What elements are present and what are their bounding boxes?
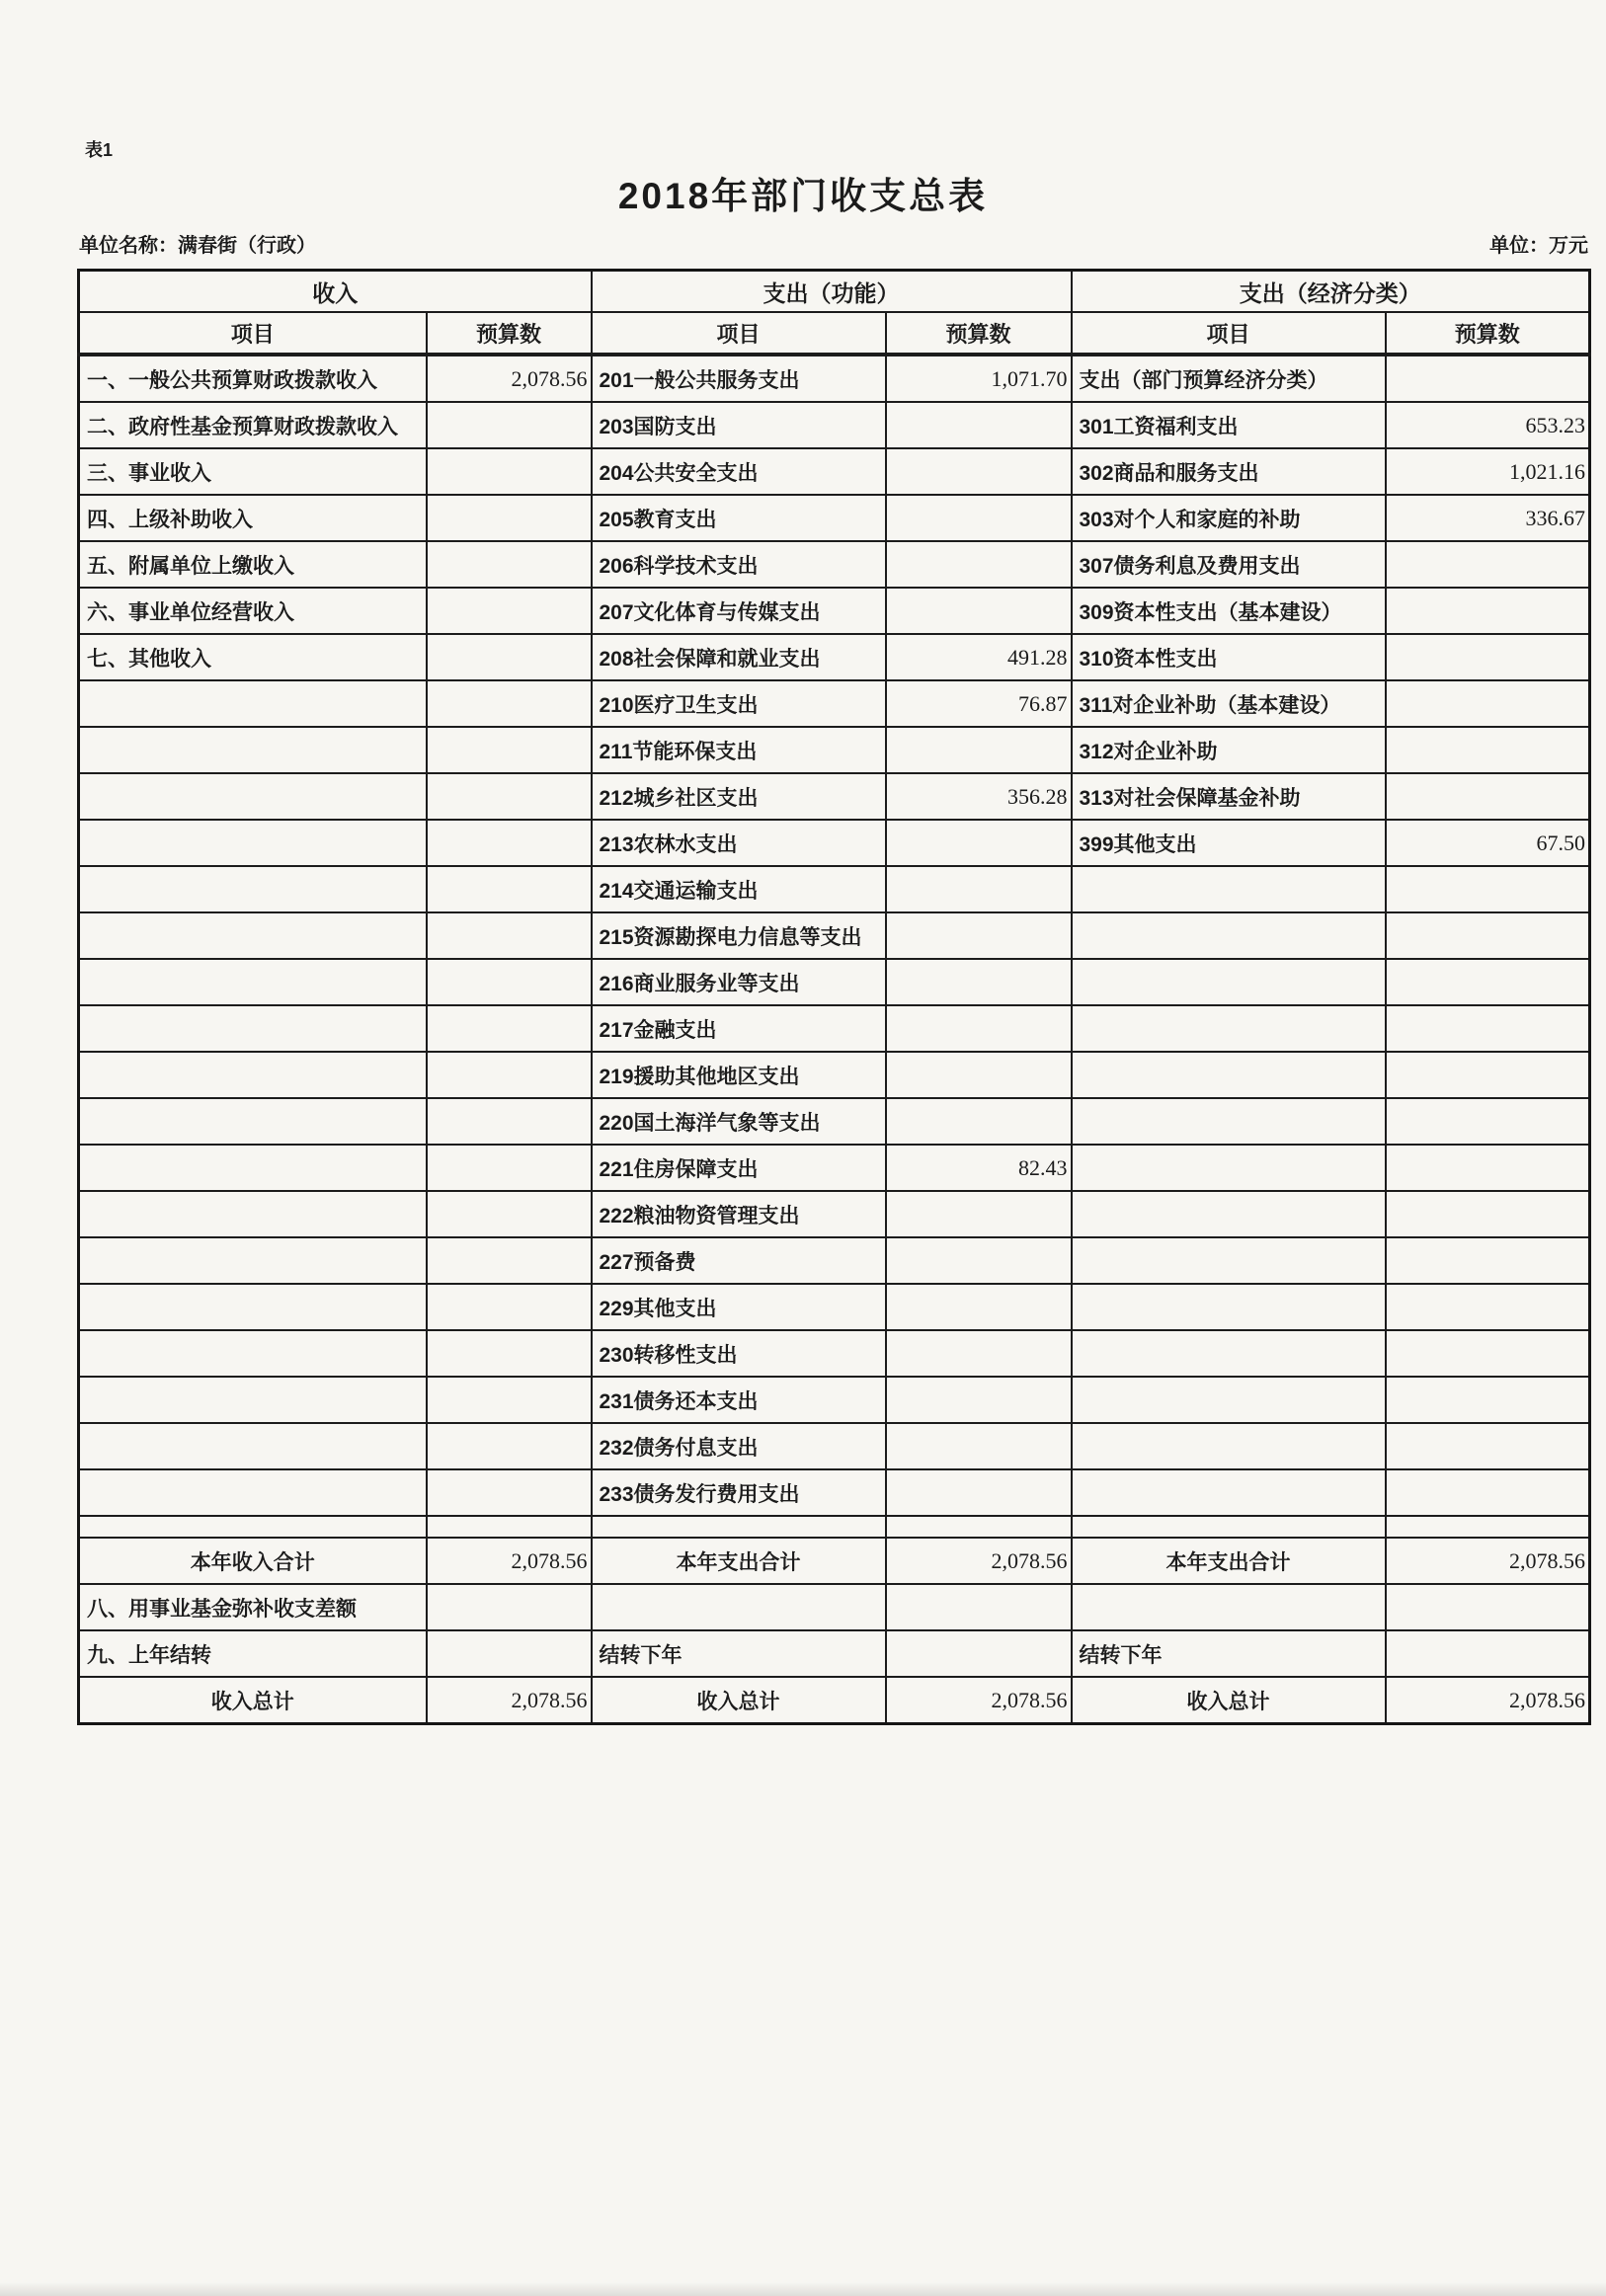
value-cell [427,1191,592,1237]
value-cell [1386,1191,1590,1237]
item-cell: 结转下年 [592,1630,886,1677]
table-row [79,402,1590,448]
item-cell: 311对企业补助（基本建设） [1072,680,1386,727]
item-cell [79,1098,427,1145]
item-cell [79,773,427,820]
value-cell: 2,078.56 [1386,1677,1590,1724]
value-cell [427,448,592,495]
value-cell [1386,1237,1590,1284]
value-cell [1386,959,1590,1005]
meta-row [79,229,1588,258]
value-cell [886,1516,1072,1538]
table-row [79,588,1590,634]
value-cell [886,727,1072,773]
item-cell: 收入总计 [79,1677,427,1724]
item-cell: 211节能环保支出 [592,727,886,773]
item-cell [1072,1516,1386,1538]
item-cell [1072,1005,1386,1052]
section-title-revenue: 收入 [79,271,592,313]
item-cell [1072,1052,1386,1098]
table-body [79,355,1590,1724]
item-cell [79,866,427,912]
item-cell: 203国防支出 [592,402,886,448]
item-cell: 230转移性支出 [592,1330,886,1377]
item-cell [1072,1145,1386,1191]
value-cell [427,1284,592,1330]
table-row [79,1098,1590,1145]
item-cell: 212城乡社区支出 [592,773,886,820]
item-cell: 八、用事业基金弥补收支差额 [79,1584,427,1630]
item-cell [1072,1423,1386,1469]
item-cell: 217金融支出 [592,1005,886,1052]
table-row [79,773,1590,820]
value-cell [886,448,1072,495]
item-cell: 213农林水支出 [592,820,886,866]
value-cell [427,1584,592,1630]
value-cell [886,495,1072,541]
item-cell: 227预备费 [592,1237,886,1284]
value-cell [427,912,592,959]
unit-name-label: 单位名称：满春街（行政） [79,235,316,257]
item-cell: 二、政府性基金预算财政拨款收入 [79,402,427,448]
col-header-item-2: 项目 [592,312,886,355]
item-cell [79,1145,427,1191]
value-cell: 2,078.56 [886,1538,1072,1584]
column-header-row [79,312,1590,355]
item-cell: 302商品和服务支出 [1072,448,1386,495]
value-cell [1386,1377,1590,1423]
table-row [79,495,1590,541]
value-cell [427,1630,592,1677]
value-cell: 2,078.56 [1386,1538,1590,1584]
value-cell [427,1423,592,1469]
item-cell [79,820,427,866]
item-cell: 结转下年 [1072,1630,1386,1677]
value-cell [886,1630,1072,1677]
table-row [79,448,1590,495]
item-cell [1072,912,1386,959]
item-cell: 206科学技术支出 [592,541,886,588]
value-cell [1386,912,1590,959]
item-cell: 三、事业收入 [79,448,427,495]
value-cell [886,866,1072,912]
value-cell [1386,1052,1590,1098]
item-cell: 本年支出合计 [1072,1538,1386,1584]
value-cell: 336.67 [1386,495,1590,541]
value-cell [1386,1584,1590,1630]
item-cell: 收入总计 [1072,1677,1386,1724]
value-cell [1386,727,1590,773]
value-cell [427,541,592,588]
value-cell [1386,1330,1590,1377]
value-cell [427,1145,592,1191]
item-cell [1072,1284,1386,1330]
value-cell: 1,021.16 [1386,448,1590,495]
item-cell: 208社会保障和就业支出 [592,634,886,680]
item-cell: 九、上年结转 [79,1630,427,1677]
value-cell [886,1237,1072,1284]
item-cell: 231债务还本支出 [592,1377,886,1423]
item-cell: 七、其他收入 [79,634,427,680]
value-cell [427,866,592,912]
value-cell [427,959,592,1005]
item-cell: 307债务利息及费用支出 [1072,541,1386,588]
value-cell [427,1005,592,1052]
value-cell [427,680,592,727]
item-cell [79,959,427,1005]
table-row [79,1052,1590,1098]
item-cell: 六、事业单位经营收入 [79,588,427,634]
value-cell [427,1237,592,1284]
value-cell [886,1284,1072,1330]
value-cell [886,1191,1072,1237]
value-cell: 1,071.70 [886,355,1072,402]
value-cell: 67.50 [1386,820,1590,866]
item-cell: 216商业服务业等支出 [592,959,886,1005]
value-cell [427,634,592,680]
table-row [79,1630,1590,1677]
item-cell: 收入总计 [592,1677,886,1724]
value-cell [1386,1284,1590,1330]
col-header-budget-2: 预算数 [886,312,1072,355]
value-cell [886,1098,1072,1145]
value-cell [886,402,1072,448]
item-cell: 五、附属单位上缴收入 [79,541,427,588]
value-cell [1386,680,1590,727]
spacer-row [79,1516,1590,1538]
table-row [79,727,1590,773]
item-cell [79,727,427,773]
item-cell [1072,1098,1386,1145]
table-row [79,1237,1590,1284]
budget-table [77,269,1591,1725]
item-cell: 本年收入合计 [79,1538,427,1584]
item-cell: 207文化体育与传媒支出 [592,588,886,634]
col-header-item-1: 项目 [79,312,427,355]
item-cell [592,1584,886,1630]
item-cell: 210医疗卫生支出 [592,680,886,727]
section-title-expenditure-economic: 支出（经济分类） [1072,271,1590,313]
table-header [79,271,1590,356]
table-row [79,959,1590,1005]
item-cell: 303对个人和家庭的补助 [1072,495,1386,541]
value-cell [886,1330,1072,1377]
table-row [79,355,1590,402]
value-cell [1386,634,1590,680]
item-cell: 205教育支出 [592,495,886,541]
table-row [79,1330,1590,1377]
item-cell: 204公共安全支出 [592,448,886,495]
value-cell [427,1330,592,1377]
item-cell [79,680,427,727]
value-cell [1386,541,1590,588]
item-cell [592,1516,886,1538]
value-cell: 491.28 [886,634,1072,680]
item-cell [79,1052,427,1098]
value-cell: 653.23 [1386,402,1590,448]
value-cell [1386,588,1590,634]
table-row [79,1423,1590,1469]
value-cell [1386,1145,1590,1191]
value-cell [427,820,592,866]
item-cell: 312对企业补助 [1072,727,1386,773]
item-cell [1072,1237,1386,1284]
item-cell [79,1005,427,1052]
item-cell: 232债务付息支出 [592,1423,886,1469]
col-header-budget-3: 预算数 [1386,312,1590,355]
value-cell [1386,1005,1590,1052]
value-cell [1386,1098,1590,1145]
item-cell [1072,959,1386,1005]
section-header-row [79,271,1590,313]
value-cell [427,1098,592,1145]
value-cell [427,1516,592,1538]
item-cell: 399其他支出 [1072,820,1386,866]
value-cell: 82.43 [886,1145,1072,1191]
table-row [79,1191,1590,1237]
table-row [79,541,1590,588]
value-cell [427,1052,592,1098]
value-cell [1386,1630,1590,1677]
item-cell [1072,866,1386,912]
value-cell [886,1423,1072,1469]
item-cell: 四、上级补助收入 [79,495,427,541]
value-cell [886,1377,1072,1423]
table-row [79,1005,1590,1052]
item-cell [79,912,427,959]
value-cell [886,1005,1072,1052]
value-cell: 2,078.56 [886,1677,1072,1724]
item-cell [1072,1469,1386,1516]
value-cell: 76.87 [886,680,1072,727]
item-cell [79,1191,427,1237]
item-cell: 310资本性支出 [1072,634,1386,680]
table-row [79,1284,1590,1330]
table-row [79,1584,1590,1630]
value-cell [886,1469,1072,1516]
value-cell [427,727,592,773]
col-header-item-3: 项目 [1072,312,1386,355]
totals-row [79,1538,1590,1584]
item-cell: 233债务发行费用支出 [592,1469,886,1516]
totals-row [79,1677,1590,1724]
item-cell [79,1330,427,1377]
section-title-expenditure-function: 支出（功能） [592,271,1072,313]
item-cell: 201一般公共服务支出 [592,355,886,402]
value-cell [427,1469,592,1516]
value-cell [1386,355,1590,402]
table-row [79,1377,1590,1423]
item-cell [79,1377,427,1423]
item-cell [79,1516,427,1538]
item-cell: 313对社会保障基金补助 [1072,773,1386,820]
table-row [79,866,1590,912]
value-cell [1386,866,1590,912]
value-cell [1386,1516,1590,1538]
col-header-budget-1: 预算数 [427,312,592,355]
value-cell [427,588,592,634]
item-cell [1072,1330,1386,1377]
value-cell [886,541,1072,588]
table-row [79,1145,1590,1191]
item-cell: 309资本性支出（基本建设） [1072,588,1386,634]
table-row [79,680,1590,727]
value-cell [1386,1423,1590,1469]
item-cell: 支出（部门预算经济分类） [1072,355,1386,402]
value-cell: 2,078.56 [427,1677,592,1724]
table-row [79,634,1590,680]
value-cell [886,820,1072,866]
value-cell [886,588,1072,634]
value-cell [427,1377,592,1423]
item-cell: 301工资福利支出 [1072,402,1386,448]
sheet-label: 表1 [85,140,114,160]
item-cell: 本年支出合计 [592,1538,886,1584]
value-cell [886,1584,1072,1630]
value-cell [1386,773,1590,820]
item-cell: 215资源勘探电力信息等支出 [592,912,886,959]
item-cell: 222粮油物资管理支出 [592,1191,886,1237]
table-row [79,912,1590,959]
item-cell [1072,1377,1386,1423]
item-cell [79,1237,427,1284]
item-cell: 一、一般公共预算财政拨款收入 [79,355,427,402]
table-row [79,1469,1590,1516]
item-cell [79,1469,427,1516]
value-cell: 2,078.56 [427,1538,592,1584]
item-cell: 221住房保障支出 [592,1145,886,1191]
item-cell: 219援助其他地区支出 [592,1052,886,1098]
item-cell [1072,1191,1386,1237]
value-cell [886,1052,1072,1098]
value-cell [886,912,1072,959]
item-cell: 229其他支出 [592,1284,886,1330]
page-title: 2018年部门收支总表 [617,176,989,216]
item-cell [1072,1584,1386,1630]
value-cell [427,402,592,448]
item-cell [79,1284,427,1330]
unit-measure-label: 单位：万元 [1489,235,1588,257]
item-cell [79,1423,427,1469]
table-row [79,820,1590,866]
value-cell [1386,1469,1590,1516]
value-cell [427,773,592,820]
item-cell: 214交通运输支出 [592,866,886,912]
value-cell: 356.28 [886,773,1072,820]
item-cell: 220国土海洋气象等支出 [592,1098,886,1145]
value-cell: 2,078.56 [427,355,592,402]
value-cell [427,495,592,541]
value-cell [886,959,1072,1005]
